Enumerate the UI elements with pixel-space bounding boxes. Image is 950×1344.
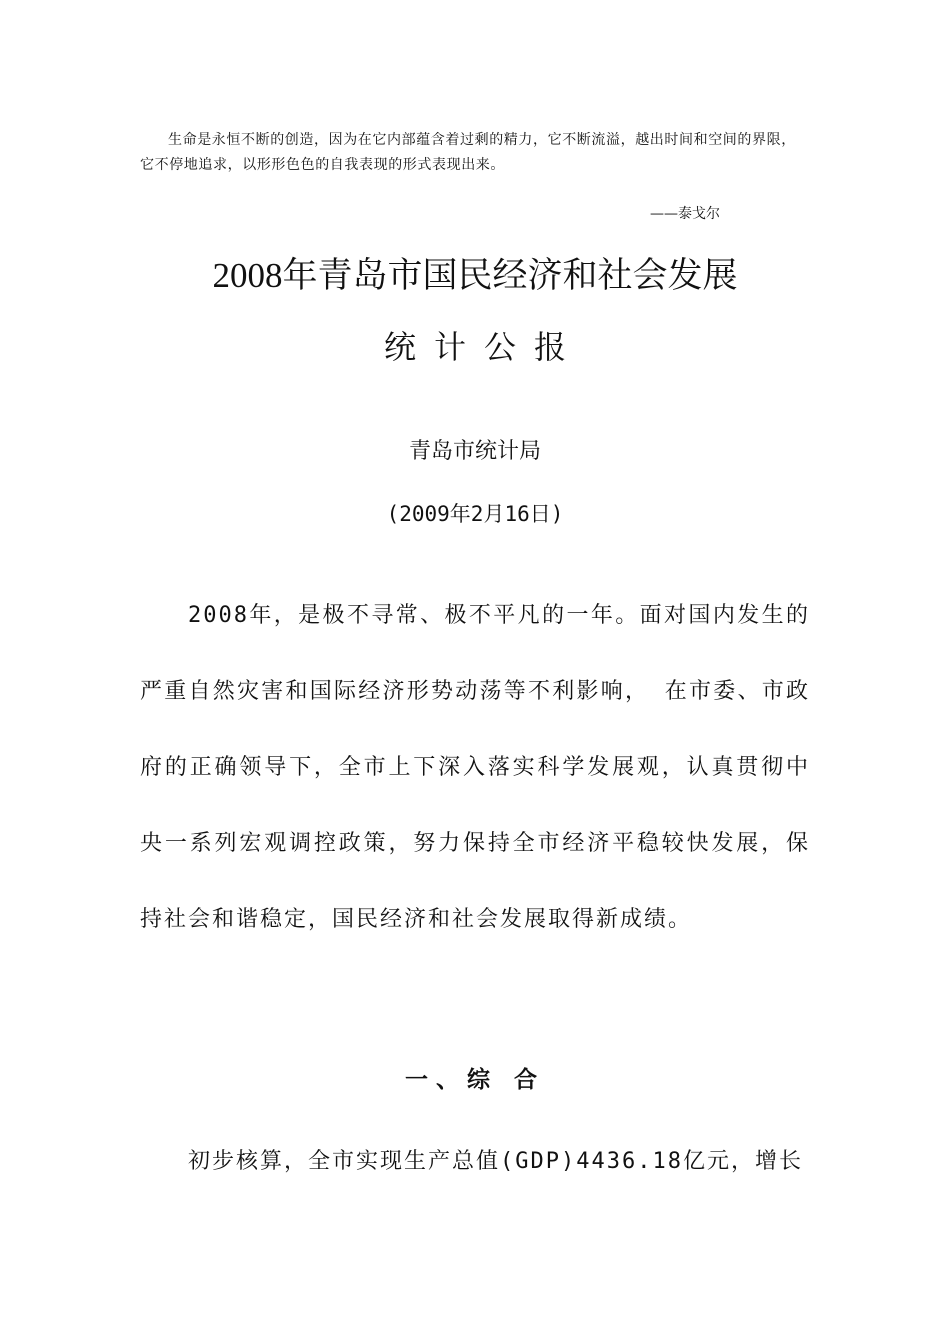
issuing-agency: 青岛市统计局 [408,439,541,464]
section-paragraph-overview: 初步核算，全市实现生产总值(GDP)4436.18亿元，增长 [188,1149,803,1174]
intro-paragraph: 2008年，是极不寻常、极不平凡的一年。面对国内发生的严重自然灾害和国际经济形势动荡等不利影响， 在市委、市政府的正确领导下，全市上下深入落实科学发展观，认真贯彻中央一系列宏观调控政策，努力保持全市经济平稳较快发展，保持社会和谐稳定，国民经济和社会发展取得新成绩。 [140,603,810,932]
epigraph-quote: 生命是永恒不断的创造，因为在它内部蕴含着过剩的精力，它不断流溢，越出时间和空间的界限，它不停地追求，以形形色色的自我表现的形式表现出来。 [140,132,796,173]
report-subtitle: 统计公报 [383,328,584,366]
epigraph-attribution: ——泰戈尔 [650,206,720,222]
section-heading-overview: 一、综 合 [404,1067,545,1093]
report-title: 2008年青岛市国民经济和社会发展 [212,256,738,295]
publication-date: (2009年2月16日) [386,502,564,526]
